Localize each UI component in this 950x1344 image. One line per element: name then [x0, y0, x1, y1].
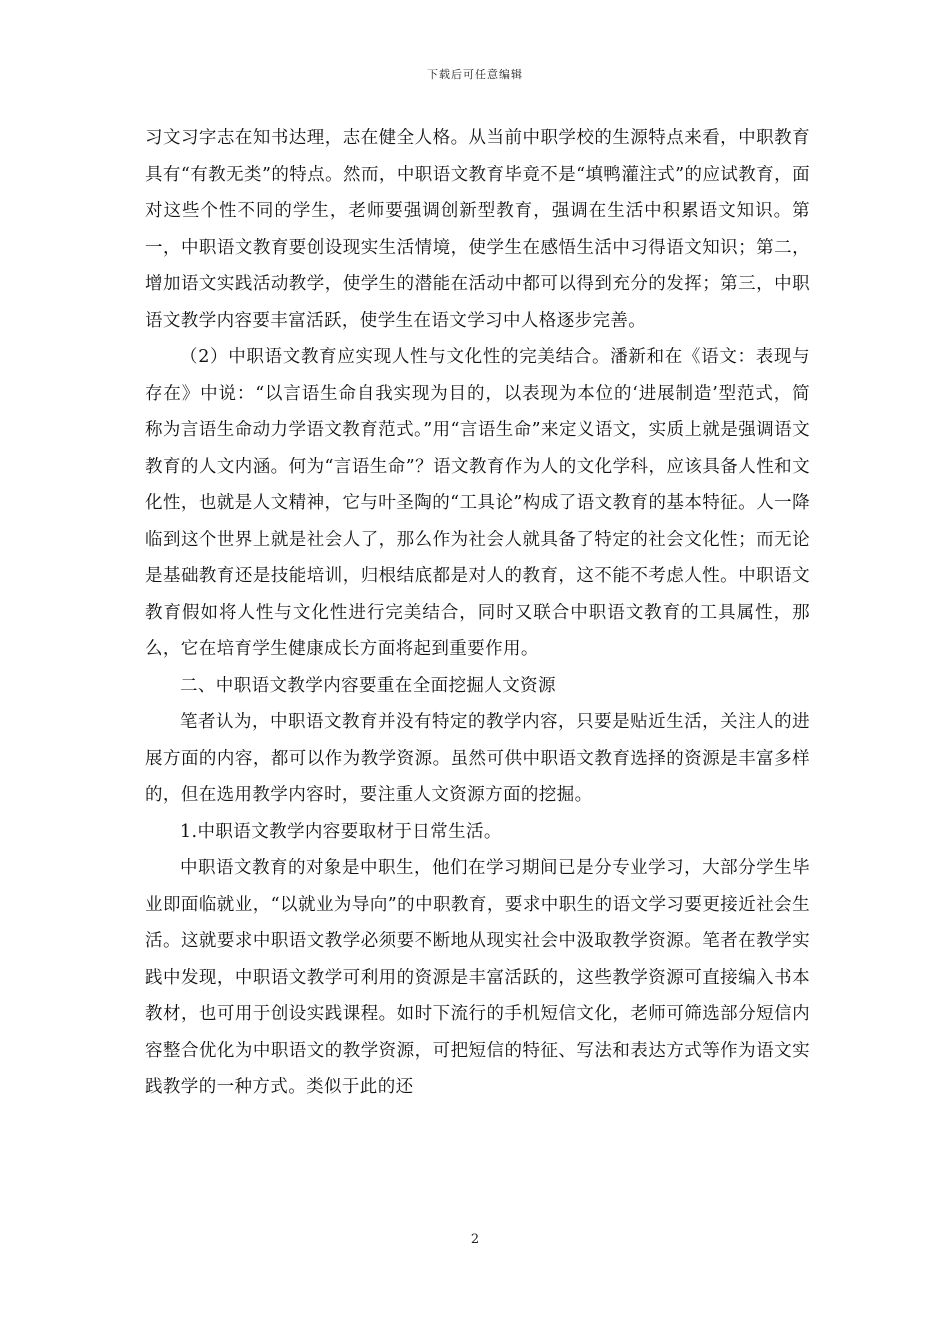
paragraph-author-view: 笔者认为，中职语文教育并没有特定的教学内容，只要是贴近生活，关注人的进展方面的内容，都可以作为教学资源。虽然可供中职语文教育选择的资源是丰富多样的，但在选用教学内容时，要注重人文资源方面的挖掘。 [145, 712, 810, 805]
subsection-heading-one: 1.中职语文教学内容要取材于日常生活。 [180, 821, 502, 842]
page-number: 2 [470, 1232, 480, 1247]
paragraph-daily-life: 中职语文教育的对象是中职生，他们在学习期间已是分专业学习，大部分学生毕业即面临就业，“以就业为导向”的中职教育，要求中职生的语文学习要更接近社会生活。这就要求中职语文教学必须要不断地从现实社会中汲取教学资源。笔者在教学实践中发现，中职语文教学可利用的资源是丰富活跃的，这些教学资源可直接编入书本教材，也可用于创设实践课程。如时下流行的手机短信文化，老师可筛选部分短信内容整合优化为中职语文的教学资源，可把短信的特征、写法和表达方式等作为语文实践教学的一种方式。类似于此的还 [145, 858, 810, 1097]
section-heading-two: 二、中职语文教学内容要重在全面挖掘人文资源 [180, 675, 556, 696]
page-header: 下载后可任意编辑 [427, 68, 523, 81]
paragraph-humanity-culture: （2）中职语文教育应实现人性与文化性的完美结合。潘新和在《语文：表现与存在》中说：“以言语生命自我实现为目的，以表现为本位的‘进展制造’型范式，简称为言语生命动力学语文教育范式。”用“言语生命”来定义语文，实质上就是强调语文教育的人文内涵。何为“言语生命”？语文教育作为人的文化学科，应该具备人性和文化性，也就是人文精神，它与叶圣陶的“工具论”构成了语文教育的基本特征。人一降临到这个世界上就是社会人了，那么作为社会人就具备了特定的社会文化性；而无论是基础教育还是技能培训，归根结底都是对人的教育，这不能不考虑人性。中职语文教育假如将人性与文化性进行完美结合，同时又联合中职语文教育的工具属性，那么，它在培育学生健康成长方面将起到重要作用。 [145, 347, 810, 659]
paragraph-continuation: 习文习字志在知书达理，志在健全人格。从当前中职学校的生源特点来看，中职教育具有“有教无类”的特点。然而，中职语文教育毕竟不是“填鸭灌注式”的应试教育，面对这些个性不同的学生，老师要强调创新型教育，强调在生活中积累语文知识。第一，中职语文教育要创设现实生活情境，使学生在感悟生活中习得语文知识；第二，增加语文实践活动教学，使学生的潜能在活动中都可以得到充分的发挥；第三，中职语文教学内容要丰富活跃，使学生在语文学习中人格逐步完善。 [145, 128, 810, 331]
document-body [145, 120, 810, 1106]
